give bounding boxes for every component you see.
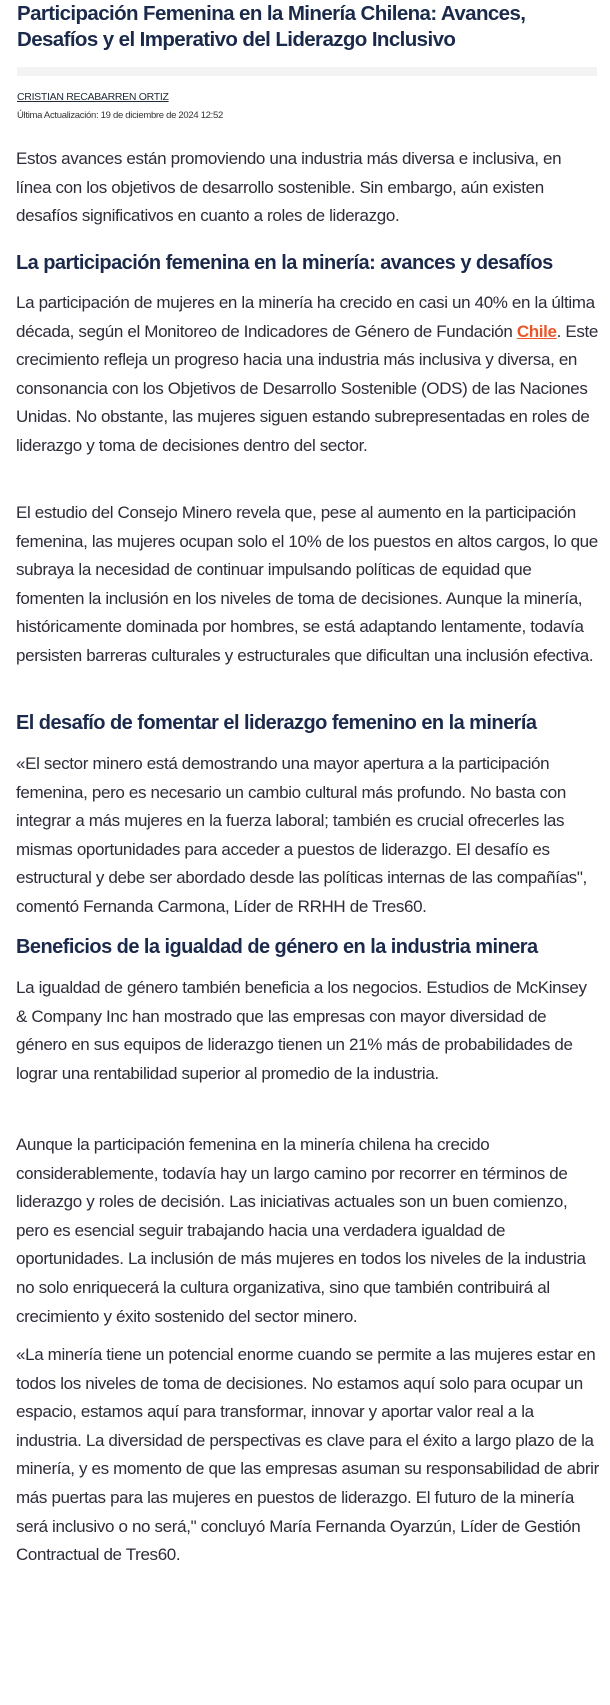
intro-paragraph: Estos avances están promoviendo una industria más diversa e inclusiva, en línea con los objetivos de desarrollo sostenible. Sin embargo, aún existen desafíos significativos en cuanto a roles de liderazgo. bbox=[16, 149, 562, 226]
author-link[interactable]: CRISTIAN RECABARREN ORTIZ bbox=[17, 91, 169, 103]
section1-paragraph-1 bbox=[16, 289, 600, 461]
section1-paragraph-1-text-a: La participación de mujeres en la minería ha crecido en casi un 40% en la última década, según el Monitoreo de Indicadores de Género de Fundación bbox=[16, 293, 595, 341]
section-heading-beneficios: Beneficios de la igualdad de género en la industria minera bbox=[16, 936, 538, 958]
section2-quote-paragraph: «El sector minero está demostrando una mayor apertura a la participación femenina, pero es necesario un cambio cultural más profundo. No basta con integrar a más mujeres en la fuerza laboral; también es crucial ofrecerles las mismas oportunidades para acceder a puestos de liderazgo. El desafío es estructural y debe ser abordado desde las políticas internas de las compañías", comentó Fernanda Carmona, Líder de RRHH de Tres60. bbox=[16, 754, 587, 916]
section-heading-liderazgo: El desafío de fomentar el liderazgo femenino en la minería bbox=[16, 712, 537, 734]
article-title: Participación Femenina en la Minería Chilena: Avances, Desafíos y el Imperativo del Liderazgo Inclusivo bbox=[17, 2, 526, 51]
section-heading-avances: La participación femenina en la minería: avances y desafíos bbox=[16, 252, 553, 274]
section3-paragraph-2: Aunque la participación femenina en la minería chilena ha crecido considerablemente, todavía hay un largo camino por recorrer en términos de liderazgo y roles de decisión. Las iniciativas actuales son un buen comienzo, pero es esencial seguir trabajando hacia una verdadera igualdad de oportunidades. La inclusión de más mujeres en todos los niveles de la industria no solo enriquecerá la cultura organizativa, sino que también contribuirá al crecimiento y éxito sostenido del sector minero. bbox=[16, 1135, 586, 1326]
last-updated-timestamp: Última Actualización: 19 de diciembre de 2024 12:52 bbox=[17, 110, 223, 121]
section3-quote-paragraph: «La minería tiene un potencial enorme cuando se permite a las mujeres estar en todos los niveles de toma de decisiones. No estamos aquí solo para ocupar un espacio, estamos aquí para transformar, innovar y aportar valor real a la industria. La diversidad de perspectivas es clave para el éxito a largo plazo de la minería, y es momento de que las empresas asuman su responsabilidad de abrir más puertas para las mujeres en puestos de liderazgo. El futuro de la minería será inclusivo o no será," concluyó María Fernanda Oyarzún, Líder de Gestión Contractual de Tres60. bbox=[16, 1345, 599, 1565]
title-divider bbox=[17, 67, 597, 76]
section3-paragraph-1: La igualdad de género también beneficia a los negocios. Estudios de McKinsey & Company Inc han mostrado que las empresas con mayor diversidad de género en sus equipos de liderazgo tienen un 21% más de probabilidades de lograr una rentabilidad superior al promedio de la industria. bbox=[16, 978, 587, 1083]
section1-paragraph-2: El estudio del Consejo Minero revela que, pese al aumento en la participación femenina, las mujeres ocupan solo el 10% de los puestos en altos cargos, lo que subraya la necesidad de continuar impulsando políticas de equidad que fomenten la inclusión en los niveles de toma de decisiones. Aunque la minería, históricamente dominada por hombres, se está adaptando lentamente, todavía persisten barreras culturales y estructurales que dificultan una inclusión efectiva. bbox=[16, 503, 598, 665]
chile-link[interactable]: Chile bbox=[516, 321, 557, 341]
section1-paragraph-1-text-b: . Este crecimiento refleja un progreso hacia una industria más inclusiva y diversa, en consonancia con los Objetivos de Desarrollo Sostenible (ODS) de las Naciones Unidas. No obstante, las mujeres siguen estando subrepresentadas en roles de liderazgo y toma de decisiones dentro del sector. bbox=[16, 321, 599, 455]
